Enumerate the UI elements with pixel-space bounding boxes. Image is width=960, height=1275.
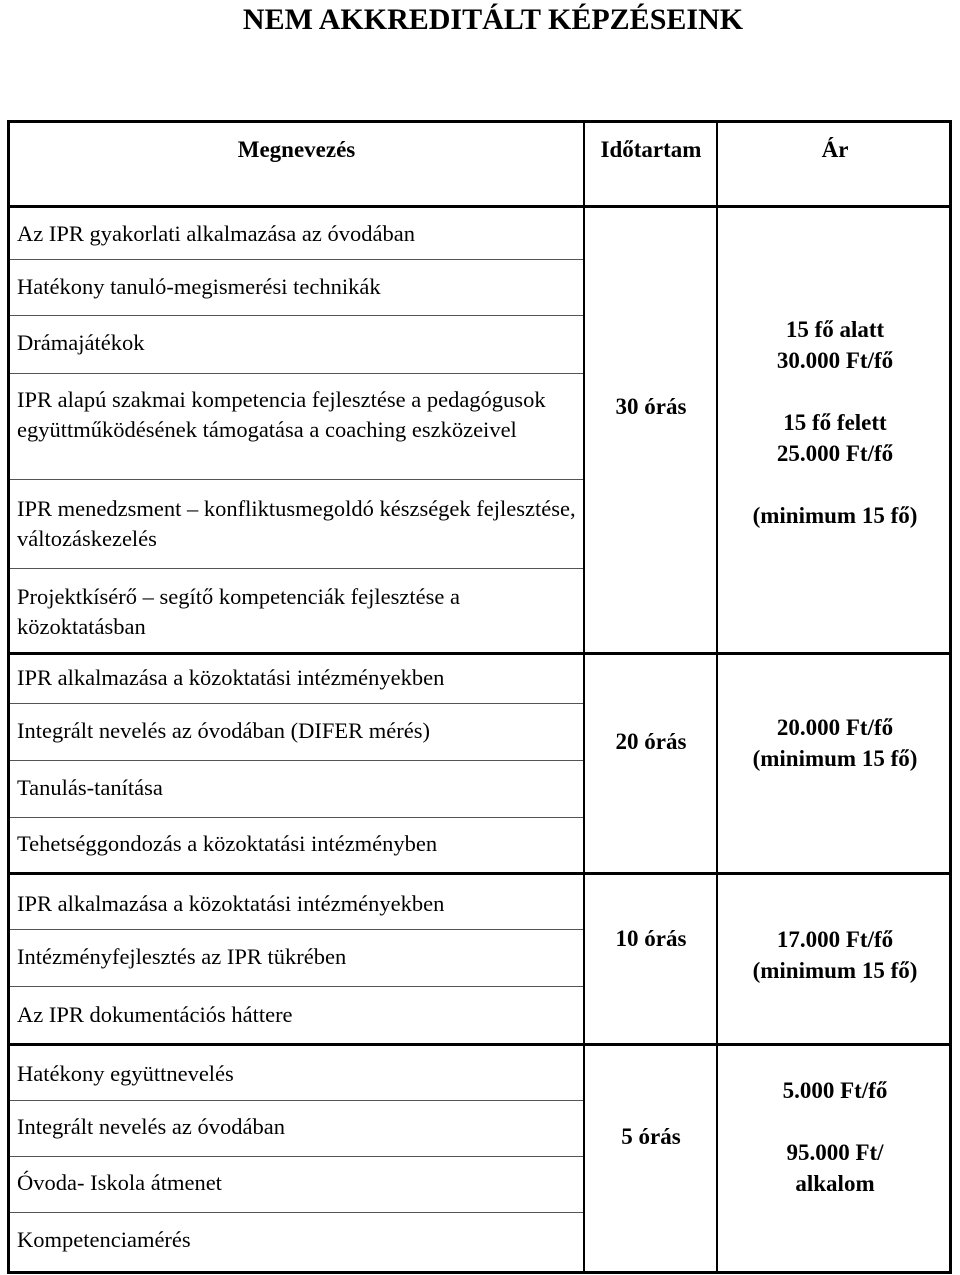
header-divider (7, 205, 952, 208)
price-line: 5.000 Ft/fő (782, 1078, 888, 1103)
row-divider (10, 1212, 583, 1213)
row-divider (10, 929, 583, 930)
row-divider (10, 315, 583, 316)
row-divider (10, 986, 583, 987)
price-line: 20.000 Ft/fő (776, 715, 894, 740)
row-divider (10, 479, 583, 480)
course-name: Integrált nevelés az óvodában (DIFER mérés) (17, 718, 430, 743)
header-duration: Időtartam (600, 137, 702, 162)
price-line: 25.000 Ft/fő (776, 441, 894, 466)
group-divider (7, 872, 952, 875)
course-name: IPR alapú szakmai kompetencia fejlesztése a pedagógusok együttműködésének támogatása a coaching eszközeivel (17, 387, 546, 442)
course-name: IPR alkalmazása a közoktatási intézményekben (17, 665, 445, 690)
row-divider (10, 817, 583, 818)
price-line: 15 fő felett (783, 410, 887, 435)
price-line: 30.000 Ft/fő (776, 348, 894, 373)
group-divider (7, 652, 952, 655)
price-line: 15 fő alatt (785, 317, 885, 342)
course-name: Intézményfejlesztés az IPR tükrében (17, 944, 347, 969)
course-name: IPR alkalmazása a közoktatási intézményekben (17, 891, 445, 916)
course-name: Integrált nevelés az óvodában (17, 1114, 286, 1139)
row-divider (10, 760, 583, 761)
row-divider (10, 1100, 583, 1101)
header-price: Ár (821, 137, 849, 162)
course-name: Az IPR gyakorlati alkalmazása az óvodában (17, 221, 415, 246)
course-duration: 10 órás (615, 926, 687, 951)
course-name: Projektkísérő – segítő kompetenciák fejlesztése a közoktatásban (17, 584, 460, 639)
course-name: Az IPR dokumentációs háttere (17, 1002, 293, 1027)
group-divider (7, 1043, 952, 1046)
row-divider (10, 568, 583, 569)
course-name: Tehetséggondozás a közoktatási intézményben (17, 831, 438, 856)
price-line: (minimum 15 fő) (752, 958, 918, 983)
course-name: Drámajátékok (17, 330, 145, 355)
row-divider (10, 259, 583, 260)
course-name: Óvoda- Iskola átmenet (17, 1170, 222, 1195)
course-name: Tanulás-tanítása (17, 775, 163, 800)
price-line: alkalom (795, 1171, 875, 1196)
course-duration: 30 órás (615, 394, 687, 419)
course-name: Kompetenciamérés (17, 1227, 191, 1252)
price-line: (minimum 15 fő) (752, 503, 918, 528)
header-name: Megnevezés (237, 137, 356, 162)
row-divider (10, 1156, 583, 1157)
page-title: NEM AKKREDITÁLT KÉPZÉSEINK (242, 3, 744, 36)
course-name: IPR menedzsment – konfliktusmegoldó készségek fejlesztése, változáskezelés (17, 496, 576, 551)
price-line: 95.000 Ft/ (786, 1140, 884, 1165)
price-line: 17.000 Ft/fő (776, 927, 894, 952)
row-divider (10, 373, 583, 374)
price-line: (minimum 15 fő) (752, 746, 918, 771)
course-duration: 5 órás (621, 1124, 681, 1149)
course-name: Hatékony együttnevelés (17, 1061, 234, 1086)
row-divider (10, 703, 583, 704)
column-divider (583, 120, 585, 1274)
course-name: Hatékony tanuló-megismerési technikák (17, 274, 381, 299)
course-duration: 20 órás (615, 729, 687, 754)
